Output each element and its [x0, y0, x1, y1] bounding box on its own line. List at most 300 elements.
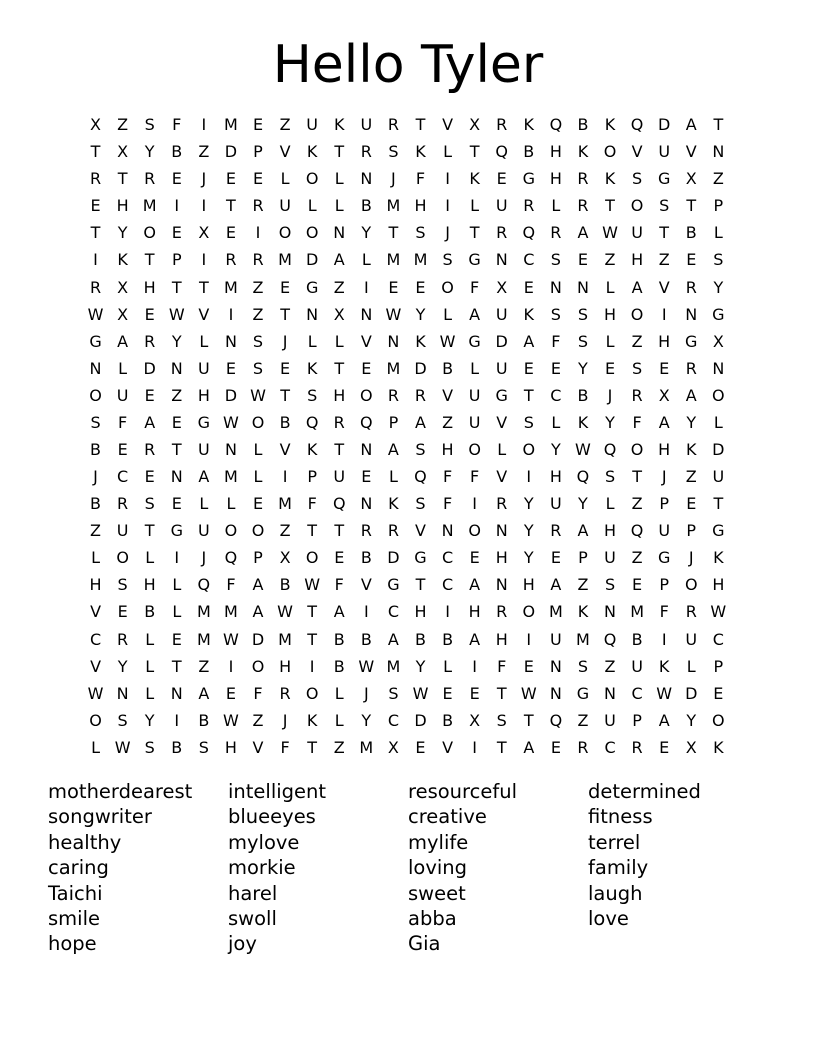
grid-letter: Q: [197, 575, 211, 595]
word-list-item: love: [588, 906, 629, 930]
grid-letter: Z: [712, 169, 724, 189]
grid-letter: E: [280, 358, 291, 378]
grid-letter: L: [605, 277, 615, 297]
grid-letter: R: [550, 223, 562, 243]
grid-letter: G: [657, 548, 671, 568]
grid-letter: M: [224, 277, 238, 297]
letter-grid: [82, 111, 732, 761]
grid-letter: T: [388, 223, 399, 243]
grid-letter: W: [223, 710, 239, 730]
grid-letter: P: [659, 494, 669, 514]
grid-letter: M: [548, 602, 563, 622]
grid-letter: X: [117, 277, 129, 297]
grid-letter: N: [89, 358, 102, 378]
grid-letter: E: [469, 683, 480, 703]
word-list: [48, 779, 768, 957]
grid-letter: B: [279, 412, 291, 432]
grid-letter: G: [712, 304, 725, 324]
grid-letter: O: [251, 412, 265, 432]
grid-letter: H: [333, 385, 346, 405]
grid-letter: M: [386, 196, 401, 216]
grid-row: [82, 544, 732, 571]
grid-letter: D: [414, 358, 427, 378]
grid-letter: Z: [631, 494, 643, 514]
grid-letter: N: [116, 683, 129, 703]
grid-letter: O: [468, 439, 481, 459]
grid-letter: A: [387, 439, 399, 459]
grid-row: [82, 436, 732, 463]
grid-letter: D: [658, 115, 671, 135]
grid-letter: Z: [117, 115, 129, 135]
grid-letter: F: [442, 494, 453, 514]
word-list-item: terrel: [588, 830, 641, 854]
grid-letter: L: [551, 196, 561, 216]
grid-letter: T: [307, 521, 318, 541]
grid-letter: N: [360, 494, 373, 514]
grid-letter: R: [387, 115, 399, 135]
grid-letter: H: [414, 196, 427, 216]
grid-letter: I: [363, 602, 369, 622]
word-list-item: mylife: [408, 830, 469, 854]
grid-letter: W: [385, 304, 402, 324]
grid-letter: S: [252, 358, 264, 378]
grid-letter: A: [577, 521, 589, 541]
word-list-item: sweet: [408, 881, 466, 905]
grid-letter: Z: [198, 142, 210, 162]
grid-letter: K: [523, 304, 535, 324]
grid-letter: H: [549, 142, 562, 162]
grid-letter: B: [171, 737, 183, 757]
grid-letter: R: [360, 521, 372, 541]
grid-letter: S: [415, 439, 426, 459]
grid-letter: N: [224, 439, 237, 459]
grid-letter: B: [442, 629, 454, 649]
grid-letter: A: [117, 331, 129, 351]
word-list-item: loving: [408, 856, 468, 880]
grid-letter: W: [520, 683, 537, 703]
grid-letter: R: [225, 250, 237, 270]
grid-letter: R: [279, 683, 291, 703]
grid-row: [82, 219, 732, 246]
grid-letter: R: [685, 277, 697, 297]
grid-row: [82, 680, 732, 707]
grid-letter: L: [686, 656, 696, 676]
grid-letter: E: [252, 494, 264, 514]
grid-letter: L: [307, 196, 317, 216]
grid-letter: N: [712, 358, 725, 378]
grid-letter: E: [171, 494, 182, 514]
grid-letter: N: [549, 656, 562, 676]
grid-letter: G: [576, 683, 590, 703]
grid-letter: M: [630, 602, 644, 622]
grid-letter: J: [201, 169, 207, 189]
grid-letter: S: [307, 385, 318, 405]
grid-letter: U: [468, 412, 481, 432]
grid-letter: U: [712, 467, 725, 487]
grid-letter: R: [577, 737, 589, 757]
grid-letter: L: [145, 548, 155, 568]
grid-letter: P: [713, 196, 724, 216]
word-list-item: swoll: [228, 906, 277, 930]
grid-letter: R: [360, 142, 372, 162]
grid-letter: V: [658, 277, 670, 297]
grid-letter: H: [116, 196, 129, 216]
grid-letter: P: [388, 412, 399, 432]
grid-letter: U: [658, 521, 671, 541]
grid-letter: X: [279, 548, 291, 568]
grid-row: [82, 301, 732, 328]
grid-letter: B: [333, 656, 345, 676]
grid-letter: E: [144, 385, 155, 405]
grid-letter: N: [576, 277, 589, 297]
grid-letter: F: [470, 467, 480, 487]
grid-letter: I: [661, 629, 667, 649]
grid-letter: E: [550, 548, 561, 568]
grid-letter: L: [253, 467, 263, 487]
grid-letter: Y: [171, 331, 182, 351]
grid-row: [82, 111, 732, 138]
grid-letter: D: [306, 250, 319, 270]
grid-letter: O: [522, 602, 536, 622]
grid-letter: P: [659, 575, 669, 595]
grid-letter: E: [225, 358, 236, 378]
grid-letter: H: [712, 575, 725, 595]
grid-letter: Z: [252, 710, 264, 730]
grid-letter: L: [118, 358, 128, 378]
grid-letter: P: [307, 467, 317, 487]
grid-letter: A: [415, 412, 426, 432]
grid-letter: T: [659, 223, 670, 243]
grid-letter: K: [117, 250, 128, 270]
grid-letter: S: [550, 250, 561, 270]
grid-letter: V: [198, 304, 210, 324]
grid-letter: I: [472, 737, 477, 757]
grid-letter: K: [415, 142, 426, 162]
grid-letter: H: [89, 575, 102, 595]
grid-letter: G: [712, 521, 725, 541]
grid-letter: U: [116, 385, 129, 405]
grid-letter: B: [333, 629, 345, 649]
grid-letter: N: [333, 223, 346, 243]
grid-letter: C: [550, 385, 562, 405]
grid-letter: B: [144, 602, 156, 622]
word-list-item: morkie: [228, 856, 296, 880]
grid-letter: L: [443, 656, 453, 676]
grid-letter: I: [661, 304, 667, 324]
grid-letter: U: [550, 494, 562, 514]
grid-letter: U: [333, 467, 346, 487]
grid-letter: R: [144, 169, 156, 189]
grid-letter: T: [198, 277, 209, 297]
grid-letter: A: [198, 683, 210, 703]
grid-letter: E: [632, 575, 643, 595]
grid-letter: R: [550, 521, 562, 541]
grid-letter: G: [89, 331, 102, 351]
grid-letter: W: [304, 575, 321, 595]
grid-letter: S: [577, 304, 589, 324]
grid-letter: A: [469, 575, 481, 595]
grid-letter: C: [117, 467, 129, 487]
grid-letter: N: [712, 142, 725, 162]
grid-letter: P: [686, 521, 697, 541]
grid-letter: G: [197, 412, 211, 432]
grid-letter: R: [252, 196, 264, 216]
grid-letter: M: [142, 196, 157, 216]
grid-letter: T: [469, 223, 480, 243]
grid-letter: R: [631, 737, 643, 757]
grid-letter: S: [659, 196, 670, 216]
grid-letter: H: [143, 277, 156, 297]
grid-letter: A: [469, 304, 481, 324]
grid-letter: S: [604, 467, 616, 487]
grid-letter: E: [550, 358, 561, 378]
grid-letter: S: [632, 169, 643, 189]
grid-letter: E: [280, 277, 291, 297]
grid-letter: C: [604, 737, 616, 757]
grid-letter: Q: [630, 521, 644, 541]
grid-letter: E: [225, 169, 236, 189]
grid-letter: Q: [495, 142, 508, 162]
grid-letter: V: [279, 142, 291, 162]
grid-letter: H: [522, 575, 535, 595]
grid-letter: L: [172, 575, 182, 595]
grid-row: [82, 409, 732, 436]
grid-letter: X: [198, 223, 210, 243]
grid-letter: L: [470, 196, 480, 216]
grid-letter: S: [415, 494, 426, 514]
grid-letter: L: [470, 358, 480, 378]
grid-letter: N: [685, 304, 698, 324]
grid-letter: W: [710, 602, 727, 622]
grid-letter: I: [201, 250, 207, 270]
grid-letter: W: [358, 656, 375, 676]
grid-letter: R: [89, 277, 102, 297]
grid-letter: U: [604, 710, 616, 730]
grid-letter: U: [116, 521, 129, 541]
word-list-item: healthy: [48, 830, 122, 854]
grid-letter: O: [89, 385, 102, 405]
grid-letter: E: [252, 169, 264, 189]
grid-letter: L: [713, 412, 723, 432]
grid-letter: W: [439, 331, 456, 351]
grid-letter: K: [577, 142, 589, 162]
grid-letter: G: [522, 169, 535, 189]
grid-letter: W: [223, 629, 239, 649]
grid-letter: T: [496, 683, 507, 703]
grid-letter: S: [144, 115, 155, 135]
grid-letter: A: [523, 331, 535, 351]
grid-letter: O: [251, 521, 265, 541]
grid-letter: I: [228, 656, 234, 676]
grid-letter: L: [388, 467, 398, 487]
grid-letter: I: [526, 467, 532, 487]
grid-letter: Q: [224, 548, 238, 568]
grid-letter: S: [632, 358, 643, 378]
grid-letter: X: [117, 304, 129, 324]
grid-letter: H: [414, 602, 427, 622]
grid-letter: H: [468, 602, 481, 622]
grid-letter: H: [495, 548, 508, 568]
grid-letter: T: [90, 223, 101, 243]
grid-letter: O: [305, 169, 319, 189]
grid-letter: D: [712, 439, 725, 459]
grid-letter: B: [442, 358, 454, 378]
grid-letter: E: [171, 412, 182, 432]
grid-letter: L: [145, 683, 155, 703]
grid-letter: C: [89, 629, 102, 649]
grid-letter: T: [144, 521, 155, 541]
grid-letter: E: [686, 494, 697, 514]
grid-letter: O: [630, 439, 644, 459]
grid-letter: J: [445, 223, 450, 243]
grid-letter: A: [658, 412, 670, 432]
grid-letter: Y: [605, 412, 615, 432]
grid-letter: Z: [279, 521, 291, 541]
grid-letter: O: [630, 304, 644, 324]
grid-letter: Y: [415, 656, 426, 676]
grid-letter: S: [117, 710, 128, 730]
grid-letter: Z: [604, 656, 616, 676]
grid-letter: E: [117, 602, 128, 622]
grid-letter: L: [497, 439, 507, 459]
grid-letter: G: [468, 331, 481, 351]
word-list-item: resourceful: [408, 780, 517, 803]
word-list-item: caring: [48, 856, 109, 880]
grid-letter: T: [334, 142, 345, 162]
grid-letter: Y: [117, 223, 128, 243]
grid-letter: J: [391, 169, 396, 189]
word-list-item: fitness: [588, 805, 653, 829]
word-list-item: [588, 931, 768, 956]
grid-letter: S: [550, 304, 561, 324]
grid-letter: Z: [333, 277, 345, 297]
grid-letter: E: [361, 467, 372, 487]
grid-letter: X: [469, 710, 481, 730]
grid-letter: L: [91, 737, 100, 757]
word-list-item: creative: [408, 805, 487, 829]
grid-letter: R: [144, 331, 156, 351]
grid-letter: E: [523, 277, 534, 297]
grid-letter: R: [89, 169, 102, 189]
grid-letter: A: [631, 277, 643, 297]
grid-letter: B: [279, 575, 291, 595]
grid-letter: E: [686, 250, 697, 270]
grid-letter: F: [551, 331, 561, 351]
grid-letter: S: [442, 250, 453, 270]
word-list-item: laugh: [588, 881, 643, 905]
grid-letter: I: [201, 115, 207, 135]
grid-letter: T: [334, 439, 345, 459]
grid-letter: B: [685, 223, 697, 243]
grid-letter: I: [174, 710, 180, 730]
grid-letter: T: [171, 277, 182, 297]
grid-letter: M: [224, 602, 238, 622]
grid-letter: H: [549, 467, 562, 487]
grid-letter: M: [359, 737, 374, 757]
grid-letter: B: [360, 196, 372, 216]
grid-letter: A: [523, 737, 535, 757]
grid-letter: S: [117, 575, 128, 595]
grid-letter: R: [117, 494, 129, 514]
grid-letter: N: [360, 169, 373, 189]
grid-letter: E: [171, 223, 182, 243]
grid-letter: Y: [523, 548, 534, 568]
grid-row: [82, 653, 732, 680]
grid-letter: O: [603, 142, 617, 162]
grid-letter: L: [226, 494, 236, 514]
grid-letter: I: [363, 277, 369, 297]
grid-row: [82, 328, 732, 355]
grid-letter: O: [278, 223, 292, 243]
grid-letter: P: [253, 142, 263, 162]
grid-letter: Z: [631, 548, 643, 568]
grid-letter: X: [333, 304, 345, 324]
grid-letter: M: [196, 629, 211, 649]
grid-letter: O: [468, 521, 481, 541]
grid-letter: L: [334, 683, 344, 703]
grid-letter: N: [170, 683, 183, 703]
grid-letter: E: [415, 737, 426, 757]
grid-letter: W: [575, 439, 591, 459]
grid-letter: M: [386, 358, 401, 378]
grid-letter: D: [387, 548, 400, 568]
grid-letter: H: [279, 656, 292, 676]
grid-letter: Y: [523, 521, 534, 541]
grid-letter: K: [713, 737, 724, 757]
grid-letter: W: [114, 737, 131, 757]
grid-letter: B: [171, 142, 183, 162]
grid-letter: S: [604, 575, 616, 595]
grid-letter: E: [713, 683, 724, 703]
grid-letter: O: [630, 196, 644, 216]
grid-letter: X: [117, 142, 129, 162]
grid-letter: U: [495, 196, 508, 216]
grid-letter: V: [631, 142, 643, 162]
grid-letter: S: [388, 142, 399, 162]
grid-letter: R: [577, 196, 589, 216]
grid-letter: R: [496, 494, 508, 514]
grid-letter: Y: [415, 304, 426, 324]
grid-letter: W: [656, 683, 673, 703]
grid-letter: K: [469, 169, 480, 189]
grid-letter: L: [605, 331, 615, 351]
grid-letter: U: [279, 196, 291, 216]
grid-letter: L: [280, 169, 290, 189]
grid-letter: Z: [198, 656, 210, 676]
grid-letter: S: [388, 683, 399, 703]
grid-letter: E: [659, 737, 670, 757]
grid-letter: T: [469, 142, 480, 162]
grid-letter: M: [278, 494, 292, 514]
grid-row: [82, 734, 732, 761]
grid-letter: X: [658, 385, 670, 405]
grid-letter: W: [277, 602, 293, 622]
grid-letter: T: [280, 304, 290, 324]
grid-letter: L: [551, 412, 561, 432]
grid-letter: Z: [685, 467, 697, 487]
grid-letter: G: [468, 250, 481, 270]
grid-letter: X: [712, 331, 724, 351]
grid-letter: F: [415, 169, 426, 189]
grid-letter: N: [387, 331, 400, 351]
grid-letter: J: [201, 548, 207, 568]
grid-letter: S: [252, 331, 264, 351]
grid-letter: B: [90, 439, 102, 459]
word-list-item: family: [588, 856, 649, 880]
grid-letter: T: [307, 602, 318, 622]
grid-letter: N: [170, 467, 183, 487]
grid-letter: I: [174, 196, 180, 216]
